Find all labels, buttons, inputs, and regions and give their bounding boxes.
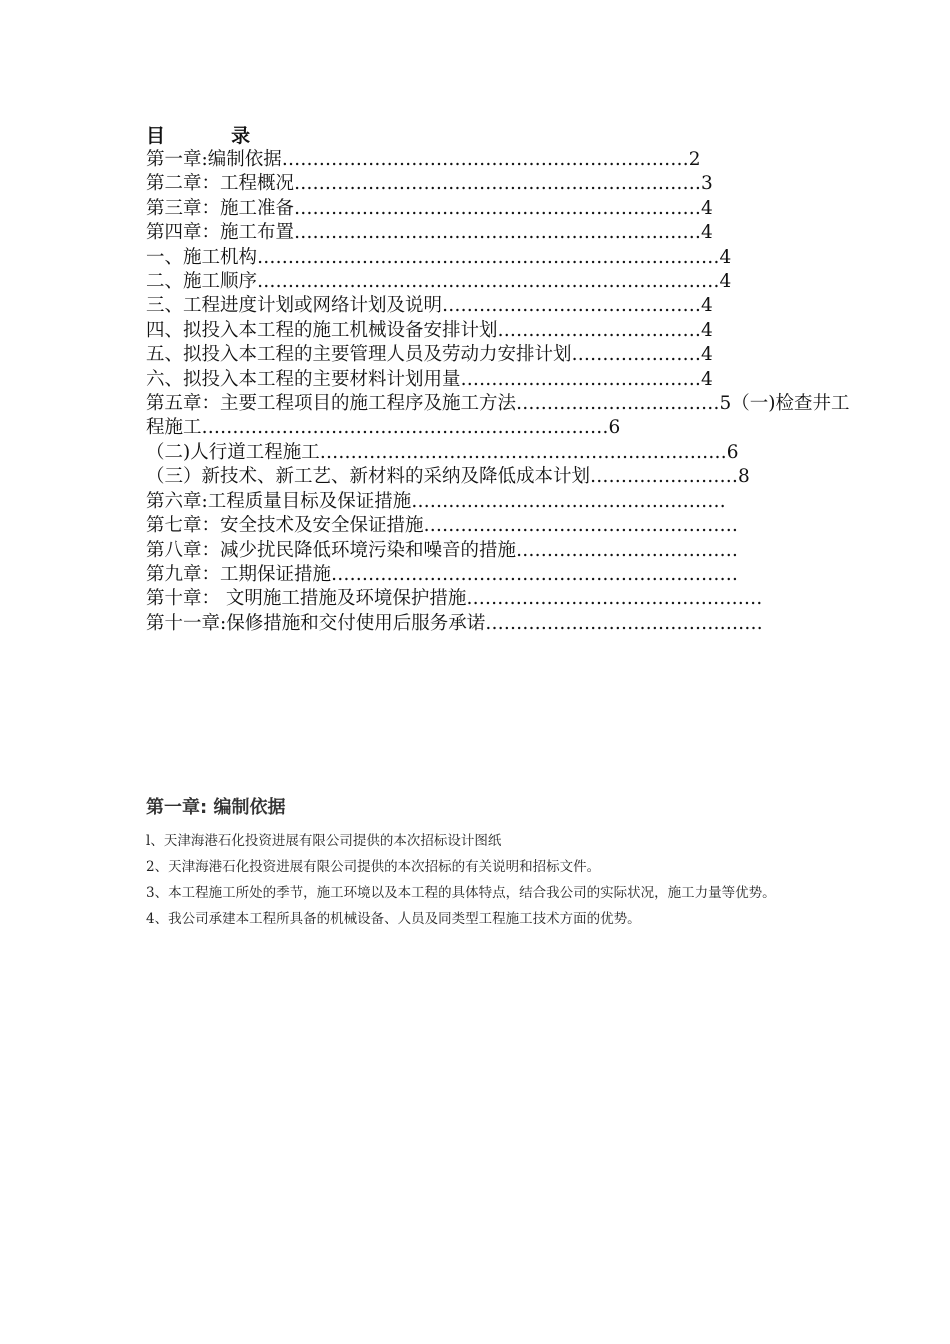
toc-entry-chapter-10: 第十章： 文明施工措施及环境保护措施………………………………………… (146, 588, 763, 610)
paragraph-3: 3、本工程施工所处的季节，施工环境以及本工程的具体特点，结合我公司的实际状况，施工力量等优势。 (146, 885, 776, 901)
toc-entry-chapter-7: 第七章：安全技术及安全保证措施…………………………………………… (146, 515, 739, 537)
toc-entry-section-5: 五、拟投入本工程的主要管理人员及劳动力安排计划…………………4 (146, 344, 713, 366)
table-of-contents (146, 124, 866, 636)
toc-entry-chapter-8: 第八章：减少扰民降低环境污染和噪音的措施……………………………… (146, 539, 739, 561)
toc-entry-chapter-6: 第六章:工程质量目标及保证措施…………………………………………… (146, 490, 726, 512)
paragraph-4: 4、我公司承建本工程所具备的机械设备、人员及同类型工程施工技术方面的优势。 (146, 911, 641, 927)
toc-entry-chapter-4: 第四章：施工布置…………………………………………………………4 (146, 222, 713, 244)
paragraph-2: 2、天津海港石化投资进展有限公司提供的本次招标的有关说明和招标文件。 (146, 859, 601, 875)
toc-entry-chapter-5: 第五章：主要工程项目的施工程序及施工方法……………………………5（一)检查井工程施工…………………………………………………………6 (146, 393, 850, 439)
toc-entry-chapter-2: 第二章：工程概况…………………………………………………………3 (146, 173, 713, 195)
toc-entry-chapter-9: 第九章：工期保证措施………………………………………………………… (146, 563, 739, 585)
chapter-1-heading: 第一章: 编制依据 (146, 797, 286, 818)
chapter-1-section (146, 796, 864, 934)
paragraph-1: l、天津海港石化投资进展有限公司提供的本次招标设计图纸 (146, 833, 502, 849)
toc-entry-chapter-1: 第一章:编制依据…………………………………………………………2 (146, 149, 701, 170)
toc-entry-section-1: 一、施工机构…………………………………………………………………4 (146, 246, 732, 268)
toc-entry-section-6: 六、拟投入本工程的主要材料计划用量…………………………………4 (146, 368, 713, 390)
toc-entry-subsection-2: （二)人行道工程施工…………………………………………………………6 (146, 441, 739, 463)
toc-entry-section-4: 四、拟投入本工程的施工机械设备安排计划……………………………4 (146, 319, 713, 341)
toc-entry-section-2: 二、施工顺序…………………………………………………………………4 (146, 271, 732, 293)
toc-entry-chapter-3: 第三章：施工准备…………………………………………………………4 (146, 197, 713, 219)
toc-entry-section-3: 三、工程进度计划或网络计划及说明……………………………………4 (146, 295, 713, 317)
toc-entry-subsection-3: （三）新技术、新工艺、新材料的采纳及降低成本计划……………………8 (146, 466, 750, 488)
toc-entry-chapter-11: 第十一章:保修措施和交付使用后服务承诺……………………………………… (146, 612, 763, 634)
toc-title: 目 录 (146, 125, 251, 147)
